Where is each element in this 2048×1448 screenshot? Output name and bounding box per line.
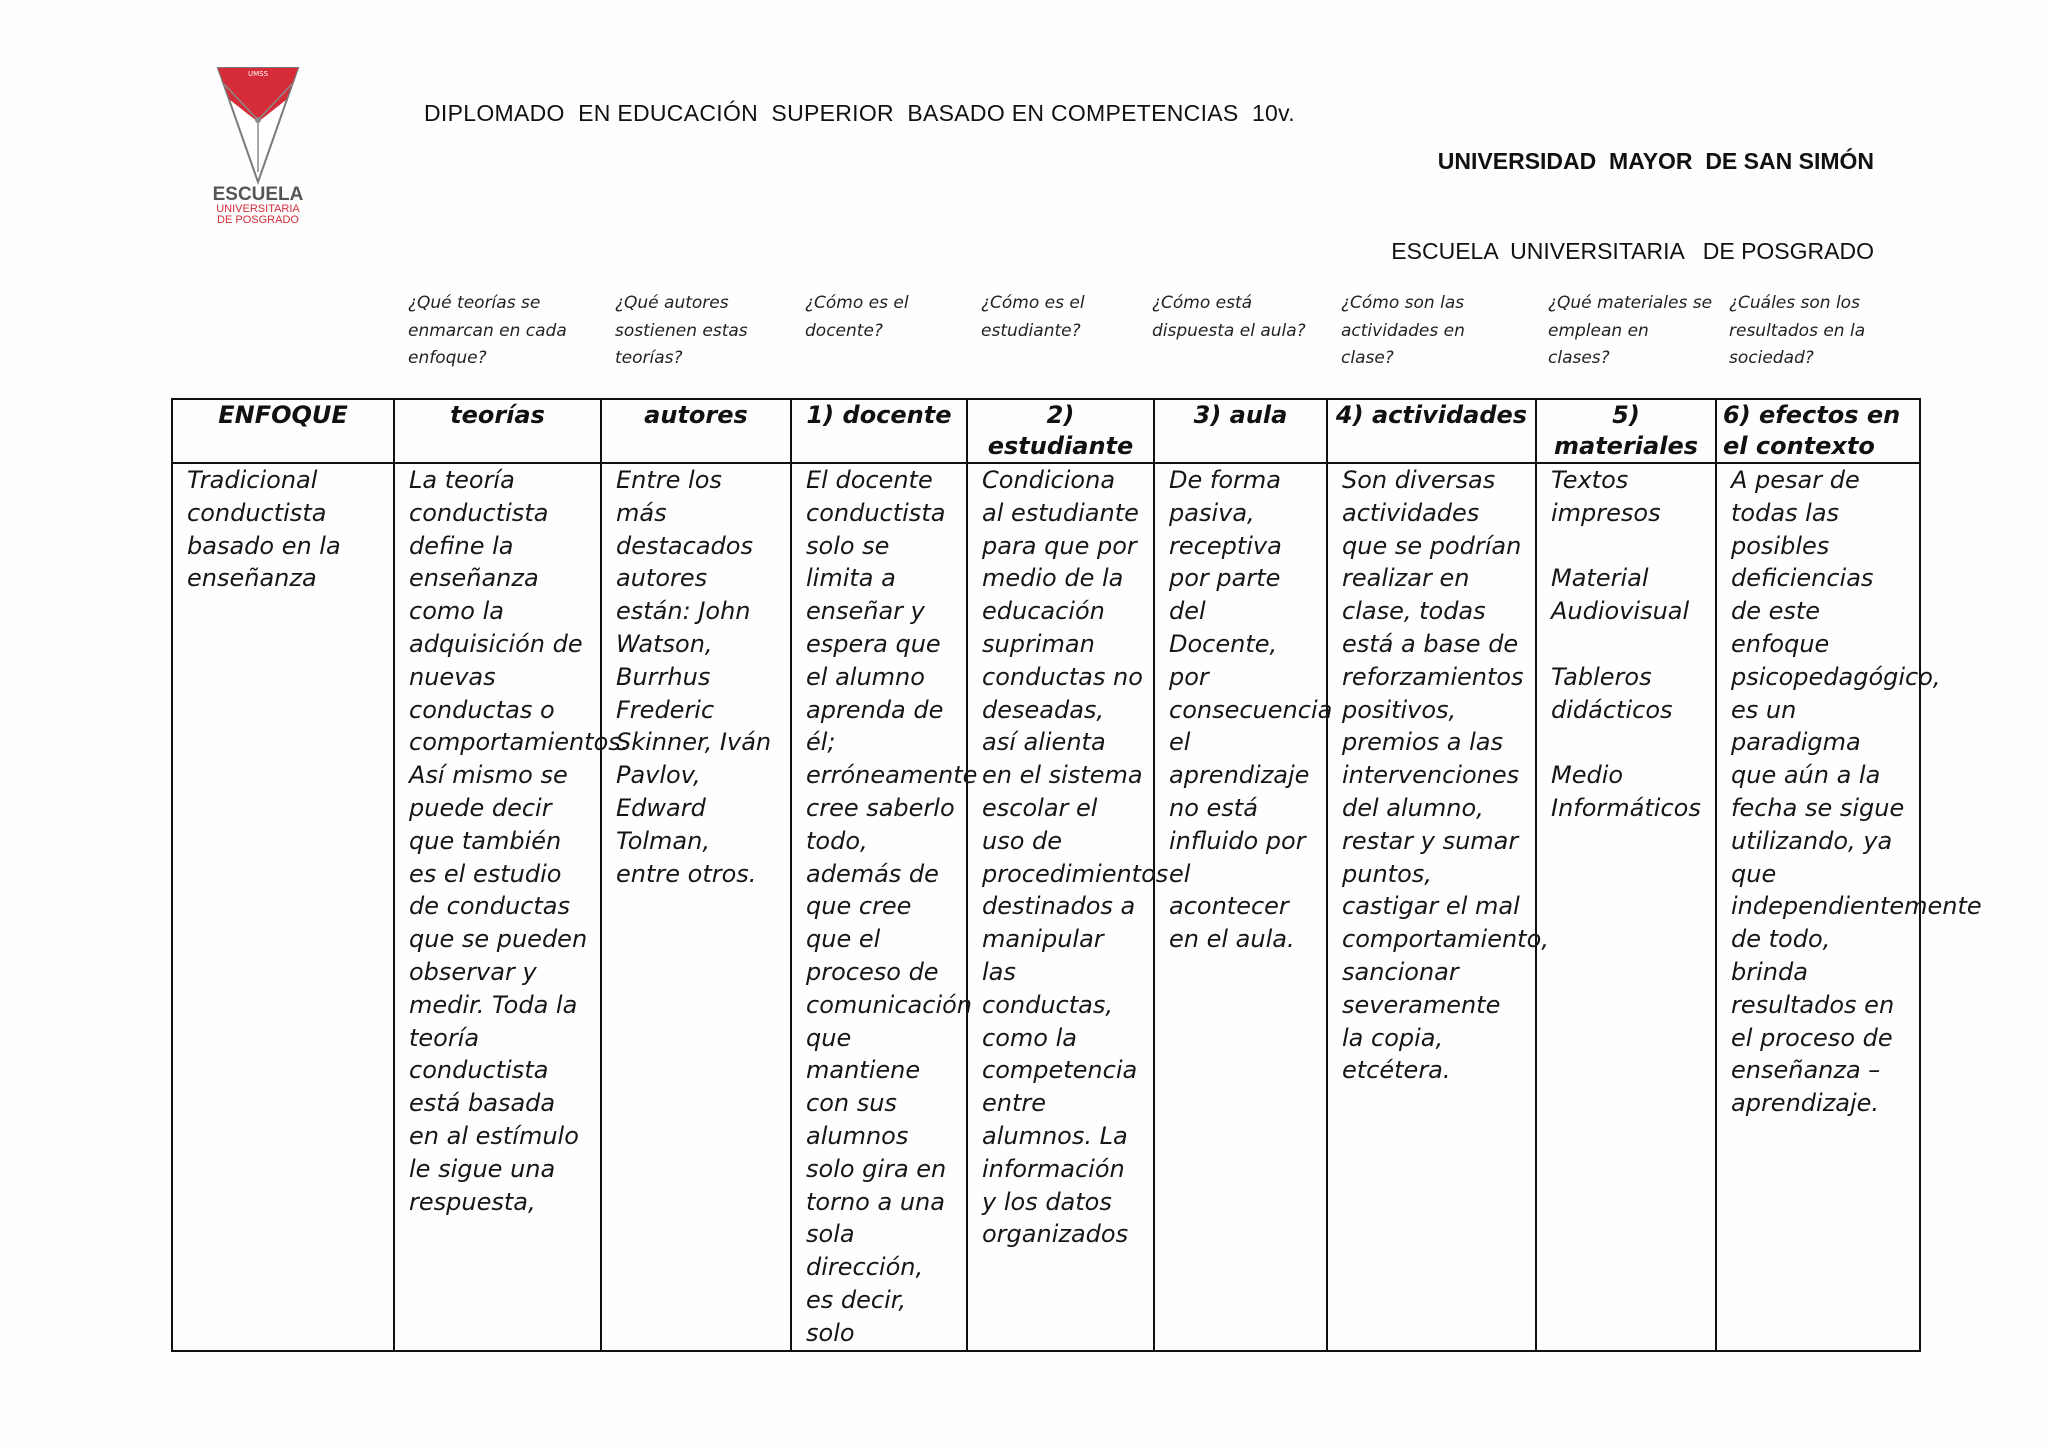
material-item: Tableros didácticos (1551, 662, 1673, 724)
question-autores: ¿Qué autores sostienen estas teorías? (615, 293, 748, 368)
cell-efectos: A pesar de todas las posibles deficiencias de este enfoque psicopedagógico, es un paradigma que aún a la fecha se sigue utilizando, ya que independientemente de todo, brinda resultados en el proceso de enseñanza – aprendizaje. (1716, 463, 1920, 1351)
cell-autores: Entre los más destacados autores están: John Watson, Burrhus Frederic Skinner, Iván Pavlov, Edward Tolman, entre otros. (601, 463, 791, 1351)
header-docente: 1) docente (791, 399, 967, 463)
cell-materiales (1536, 463, 1716, 1351)
material-item: Medio Informáticos (1551, 761, 1701, 822)
question-actividades: ¿Cómo son las actividades en clase? (1341, 293, 1465, 368)
cell-enfoque: Tradicional conductista basado en la enseñanza (172, 463, 394, 1351)
diploma-title: DIPLOMADO EN EDUCACIÓN SUPERIOR BASADO EN COMPETENCIAS 10v. (424, 100, 1295, 126)
question-materiales: ¿Qué materiales se emplean en clases? (1548, 293, 1713, 368)
question-estudiante: ¿Cómo es el estudiante? (981, 293, 1085, 341)
enfoque-table (171, 398, 1982, 1352)
cell-docente: El docente conductista solo se limita a enseñar y espera que el alumno aprenda de él; erróneamente cree saberlo todo, además de que cree que el proceso de comunicación que mantiene con sus alumnos solo gira en torno a una sola dirección, es decir, solo (791, 463, 967, 1351)
school-name: ESCUELA UNIVERSITARIA DE POSGRADO (1391, 238, 1874, 264)
logo-line-2: UNIVERSITARIA (216, 203, 300, 215)
question-teorias: ¿Qué teorías se enmarcan en cada enfoque? (408, 293, 567, 368)
header-actividades: 4) actividades (1327, 399, 1536, 463)
table-header-row (172, 399, 1920, 463)
header-materiales: 5) materiales (1536, 399, 1716, 463)
material-item: Textos impresos (1551, 466, 1661, 527)
header-estudiante: 2) estudiante (967, 399, 1154, 463)
cell-estudiante: Condiciona al estudiante para que por medio de la educación supriman conductas no deseadas, así alienta en el sistema escolar el uso de procedimientos destinados a manipular las conductas, como la competencia entre alumnos. La información y los datos organizados (967, 463, 1154, 1351)
table-row (172, 463, 1920, 1351)
header-enfoque: ENFOQUE (172, 399, 394, 463)
question-efectos: ¿Cuáles son los resultados en la sociedad? (1729, 293, 1866, 368)
cell-actividades: Son diversas actividades que se podrían realizar en clase, todas está a base de reforzamientos positivos, premios a las intervenciones del alumno, restar y sumar puntos, castigar el mal comportamiento, sancionar severamente la copia, etcétera. (1327, 463, 1536, 1351)
university-logo (208, 64, 308, 232)
logo-line-1: ESCUELA (212, 184, 304, 205)
header-autores: autores (601, 399, 791, 463)
header-efectos: 6) efectos en el contexto (1716, 399, 1920, 463)
logo-line-3: DE POSGRADO (217, 214, 299, 226)
header-teorias: teorías (394, 399, 601, 463)
header-aula: 3) aula (1154, 399, 1327, 463)
question-docente: ¿Cómo es el docente? (805, 293, 909, 341)
material-item: Material Audiovisual (1551, 564, 1690, 626)
question-aula: ¿Cómo está dispuesta el aula? (1152, 293, 1306, 341)
logo-top-text: UMSS (247, 70, 269, 78)
cell-aula: De forma pasiva, receptiva por parte del Docente, por consecuencia el aprendizaje no está influido por el acontecer en el aula. (1154, 463, 1327, 1351)
university-name: UNIVERSIDAD MAYOR DE SAN SIMÓN (1437, 148, 1874, 174)
cell-teorias: La teoría conductista define la enseñanza como la adquisición de nuevas conductas o comportamientos. Así mismo se puede decir que también es el estudio de conductas que se pueden observar y medir. Toda la teoría conductista está basada en al estímulo le sigue una respuesta, (394, 463, 601, 1351)
institution-block (1391, 86, 1874, 296)
